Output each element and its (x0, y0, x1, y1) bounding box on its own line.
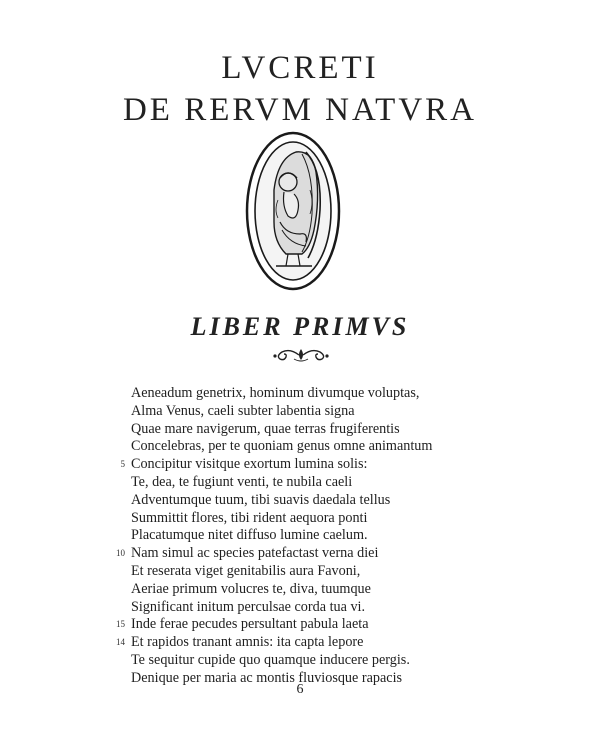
verse-text: Alma Venus, caeli subter labentia signa (131, 402, 355, 419)
verse-line (0, 403, 600, 421)
verse-line (0, 527, 600, 545)
verse-text: Et rapidos tranant amnis: ita capta lepore (131, 634, 364, 651)
verse-line (0, 474, 600, 492)
line-number: 14 (116, 637, 125, 648)
verse-text: Quae mare navigerum, quae terras frugiferentis (131, 420, 400, 437)
verse-line (0, 421, 600, 439)
verse-text: Summittit flores, tibi rident aequora ponti (131, 509, 368, 526)
verse-text: Te, dea, te fugiunt venti, te nubila caeli (131, 473, 353, 490)
verse-line (0, 652, 600, 670)
verse-line (0, 385, 600, 403)
fleuron-icon (272, 346, 330, 364)
title-author: LVCRETI (221, 50, 379, 86)
line-number: 15 (116, 619, 125, 630)
book-title: LIBER PRIMVS (190, 312, 410, 341)
verse-line (0, 545, 600, 563)
cameo-gem-icon (244, 130, 342, 292)
verse-text: Nam simul ac species patefactast verna diei (131, 545, 379, 562)
verse-line (0, 599, 600, 617)
verse-line (0, 510, 600, 528)
verse-line (0, 581, 600, 599)
verse-line (0, 456, 600, 474)
verse-text: Denique per maria ac montis fluviosque rapacis (131, 669, 403, 686)
verse-line (0, 563, 600, 581)
verse-text: Placatumque nitet diffuso lumine caelum. (131, 527, 368, 544)
verse-text: Inde ferae pecudes persultant pabula laeta (131, 616, 369, 633)
page-number: 6 (296, 682, 304, 697)
verse-line (0, 616, 600, 634)
verse-text: Significant initum perculsae corda tua vi. (131, 598, 366, 615)
verse-text: Aeriae primum volucres te, diva, tuumque (131, 580, 371, 597)
poem-verses (0, 385, 600, 688)
verse-text: Adventumque tuum, tibi suavis daedala tellus (131, 491, 391, 508)
verse-text: Aeneadum genetrix, hominum divumque voluptas, (131, 385, 420, 401)
line-number: 10 (116, 548, 125, 559)
verse-line (0, 438, 600, 456)
verse-text: Te sequitur cupide quo quamque inducere pergis. (131, 651, 410, 668)
verse-text: Concelebras, per te quoniam genus omne animantum (131, 438, 433, 455)
verse-text: Et reserata viget genitabilis aura Favoni, (131, 562, 361, 579)
line-number: 5 (120, 459, 125, 470)
verse-text: Concipitur visitque exortum lumina solis: (131, 456, 368, 473)
verse-line (0, 492, 600, 510)
title-work: DE RERVM NATVRA (122, 92, 478, 128)
verse-line (0, 634, 600, 652)
